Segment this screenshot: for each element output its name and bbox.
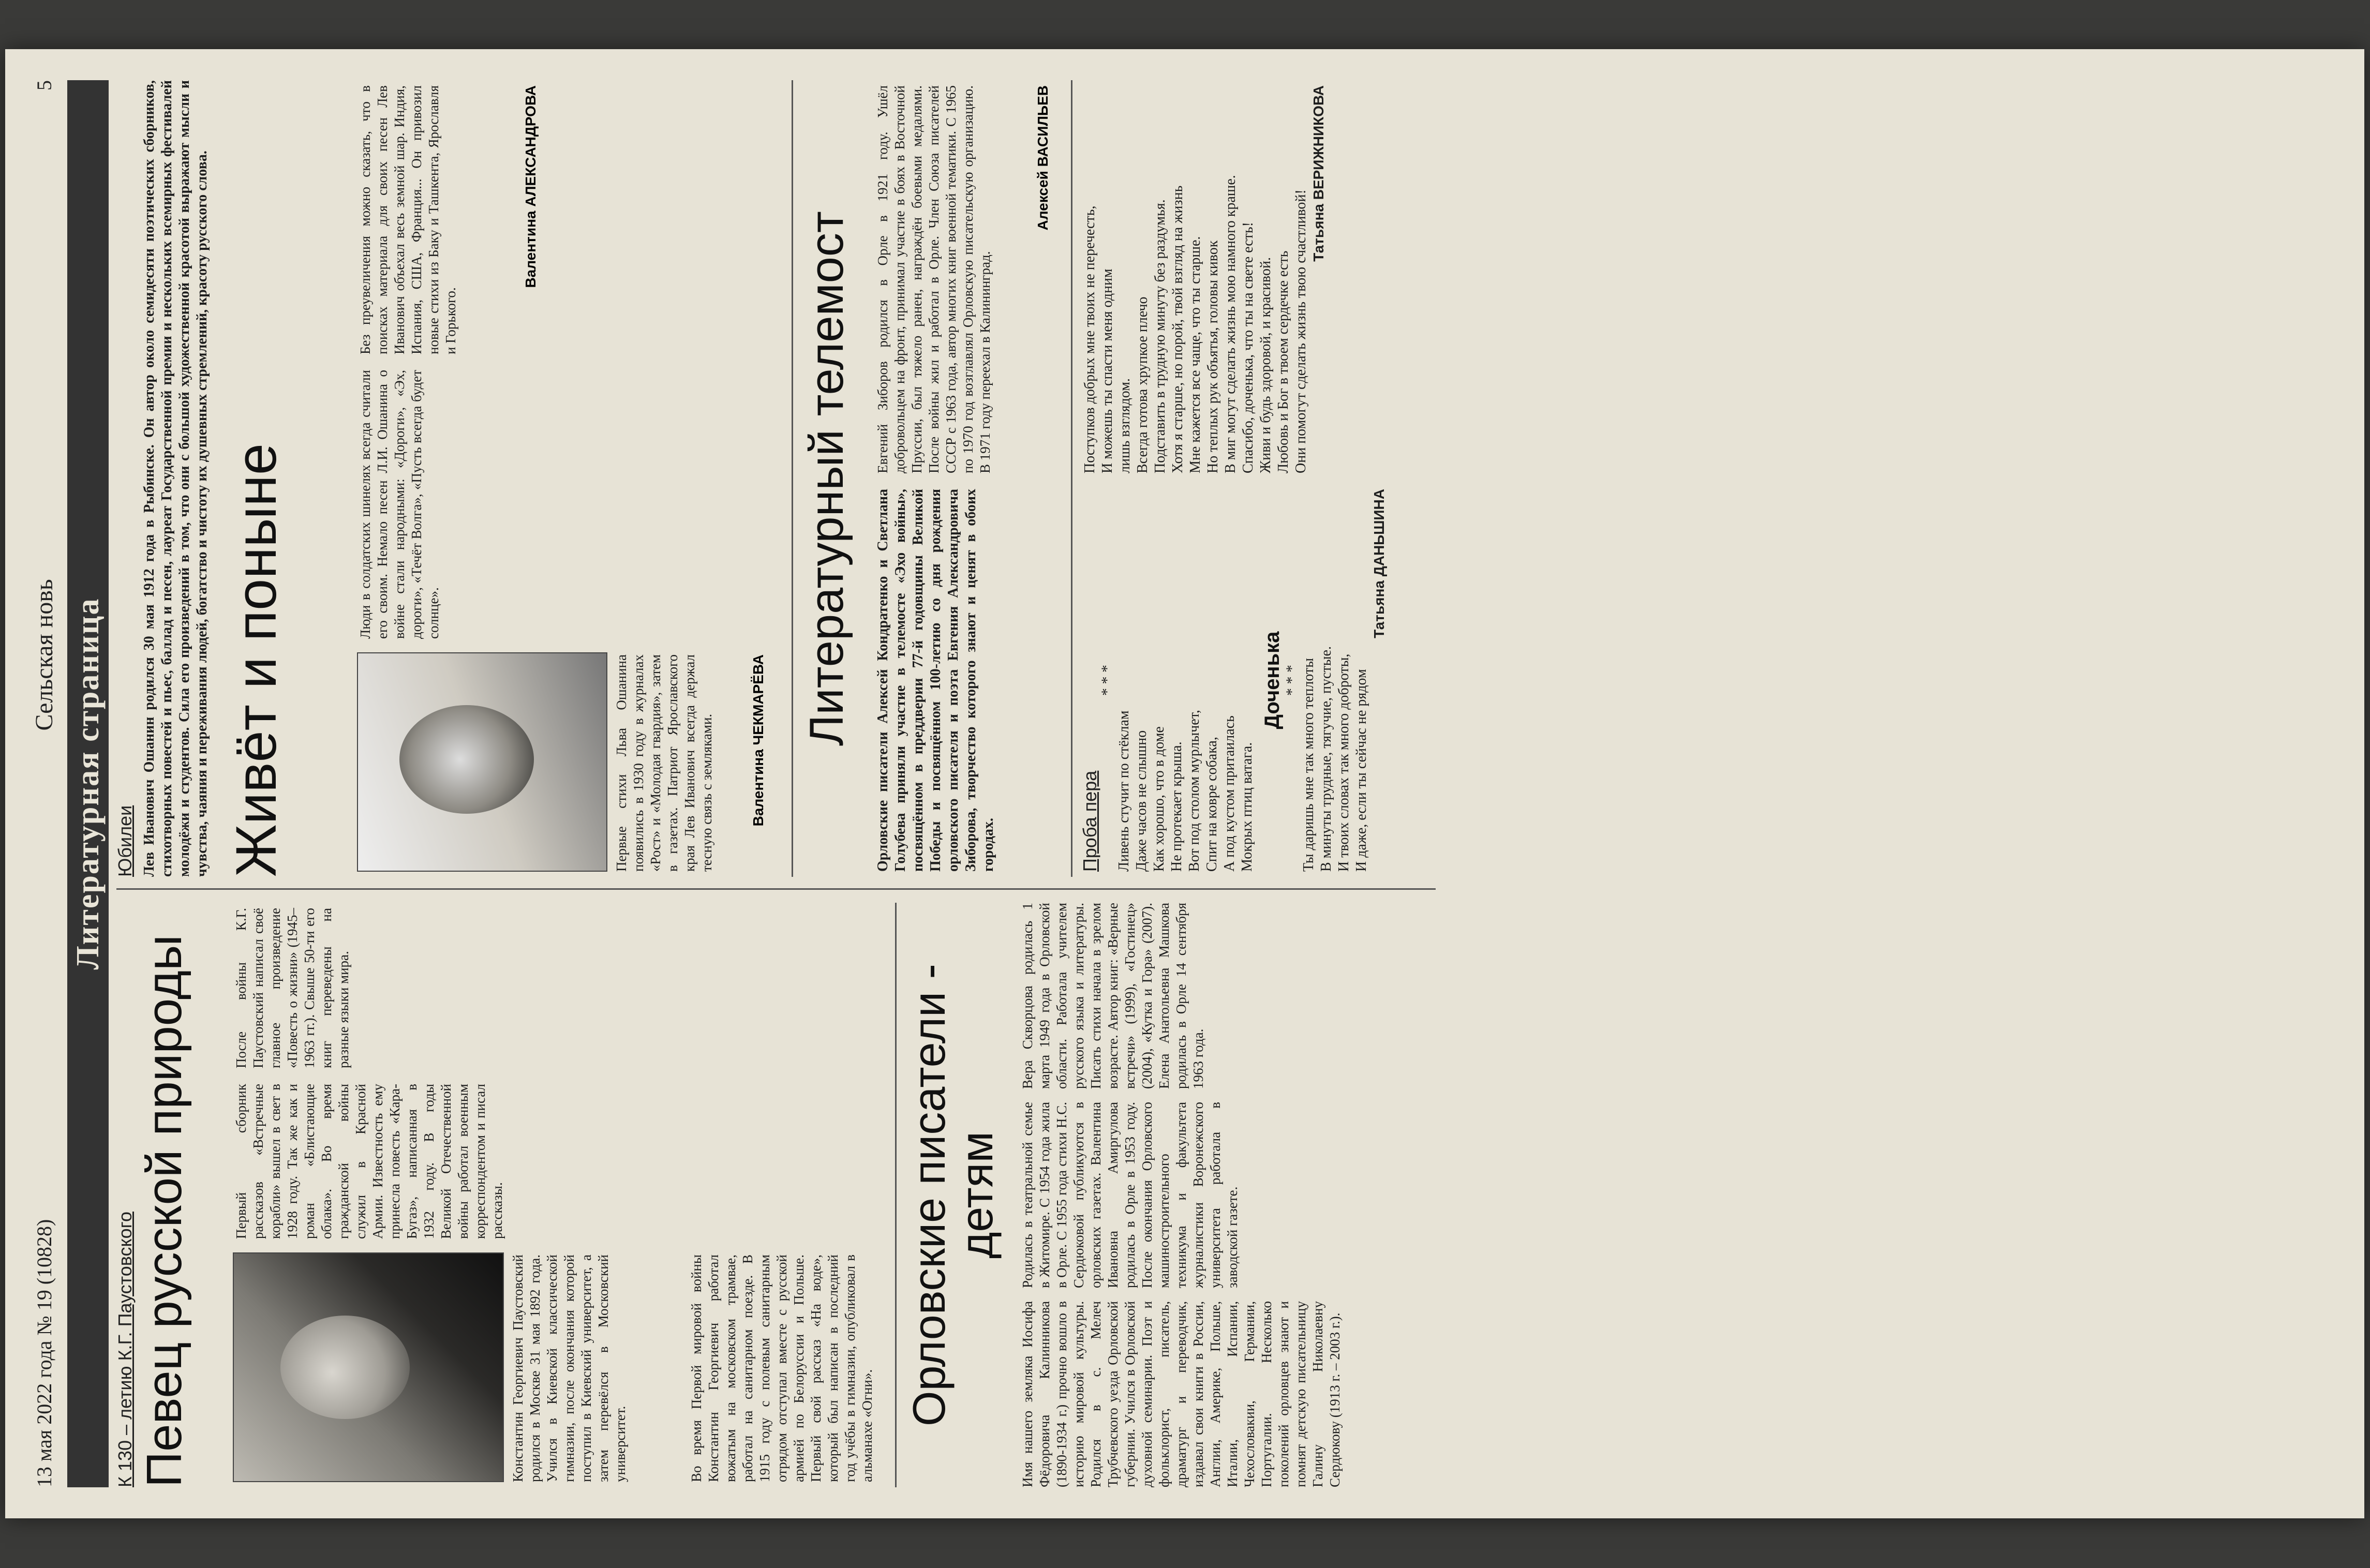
- section-banner: Литературная страница: [67, 80, 109, 1487]
- article-text: Евгений Зиборов родился в Орле в 1921 году. Ушёл добровольцем на фронт, принимал участие в боях в Восточной Пруссии, был тяжело ранен, награждён боевыми медалями. После войны жил и работал в Орле. Член Союза писателей СССР с 1963 года, автор многих книг военной тематики. С 1965 по 1970 год возглавлял Орловскую писательскую организацию. В 1971 году переехал в Калининград.: [875, 85, 993, 473]
- portrait-photo: [233, 1252, 504, 1482]
- article-paustovsky: [116, 903, 201, 1487]
- article-lead: Лев Иванович Ошанин родился 30 мая 1912 года в Рыбинске. Он автор около семидесяти поэтических сборников, стихотворных повестей и пьес, баллад и песен, лауреат Государственной премии и нескольких всемирных фестивалей молодёжи и студентов. Сила его произведений в том, что они с большой художественной красотой выражают мысли и чувства, чаяния и переживания людей, богатство и чистоту их душевных стремлений, красоту русского слова.: [141, 80, 210, 877]
- newspaper-page: [5, 49, 2364, 1518]
- article-title: Певец русской природы: [137, 934, 192, 1487]
- divider: [895, 903, 897, 1487]
- article-telemost: [802, 80, 862, 877]
- rubric-proba: Проба пера: [1079, 770, 1100, 872]
- verse-separator: * * *: [1283, 665, 1300, 696]
- article-text: Люди в солдатских шинелях всегда считали его своим. Немало песен Л.И. Ошанина о войне стали народными: «Дороги», «Эх, дороги», «Течёт Волга», «Пусть всегда будет солнце».: [357, 370, 441, 639]
- divider: [792, 80, 793, 877]
- divider: [1071, 80, 1072, 877]
- article-text: Константин Георгиевич Паустовский родился в Москве 31 мая 1892 года. Учился в Киевской классической гимназии, после окончания которой поступил в Киевский университет, а затем перевёлся в Московский университет.: [510, 1255, 628, 1482]
- poem: Ливень стучит по стёклам Даже часов не слышно Как хорошо, что в доме Не протекает крыша. Вот под столом мурлычет, Спит на ковре собака, А под кустом притаилась Мокрых птиц ватага.: [1116, 710, 1255, 872]
- page-header: [26, 80, 62, 1487]
- section-proba-pera: [1081, 489, 1388, 872]
- rubric-jubilee: Юбилеи: [114, 805, 136, 877]
- article-oshanin: [116, 80, 302, 877]
- article-orel-writers: [905, 903, 1001, 1487]
- author-signature: Алексей ВАСИЛЬЕВ: [1035, 85, 1051, 231]
- author-signature: Татьяна ДАНЬШИНА: [1371, 489, 1387, 638]
- author-signature: Татьяна ВЕРИЖНИКОВА: [1310, 85, 1326, 262]
- author-signature: Валентина ЧЕКМАРЁВА: [750, 654, 766, 827]
- page-number: 5: [32, 80, 56, 91]
- article-text: Первые стихи Льва Ошанина появились в 1930 году в журналах «Рост» и «Молодая гвардия», затем в газетах. Патриот Ярославского края Лев Иванович всегда держал тесную связь с земляками.: [614, 654, 714, 872]
- poem: Поступков добрых мне твоих не перечесть, И можешь ты спасти меня одним лишь взглядом. Всегда готова хрупкое плечо Подставить в трудную минуту без раздумья. Хотя я старше, но порой, твой взгляд на жизнь Мне кажется все чаще, что ты старше. Но теплых рук объятья, головы кивок В миг могут сделать жизнь мою намного краше. Спасибо, доченька, что ты на свете есть! Живи и будь здоровой, и красивой. Любовь и Бог в твоем сердечке есть Они помогут сделать жизнь твою счастливой! Татьяна ВЕРИЖНИКОВА: [1082, 85, 1326, 473]
- article-lead: Орловские писатели Алексей Кондратенко и Светлана Голубева приняли участие в телемосте «Эхо войны», посвящённом в преддверии 77-й годовщины Великой Победы и посвящённом 100-летию со дня рождения орловского писателя и поэта Евгения Александровича Зиборова, творчество которого знают и ценят в обоих городах.: [875, 489, 996, 872]
- newspaper-name: Сельская новь: [30, 579, 58, 731]
- author-signature: Валентина АЛЕКСАНДРОВА: [523, 85, 539, 288]
- article-title: Живёт и поныне: [225, 443, 288, 877]
- poem-title: Доченька: [1261, 631, 1284, 729]
- column-divider: [116, 888, 1436, 890]
- article-title: Литературный телемост: [800, 211, 853, 746]
- article-text: Во время Первой мировой войны Константин Георгиевич работал вожатым на московском трамвае, работал на санитарном поезде. В 1915 году с полевым санитарным отрядом отступал вместе с русской армией по Белоруссии и Польше. Первый свой рассказ «На воде», который был написан в последний год учёбы в гимназии, опубликовал в альманахе «Огни».: [689, 1255, 875, 1482]
- article-text: Без преувеличения можно сказать, что в поисках материала для своих песен Лев Иванович объехал весь земной шар. Индия, Испания, США, Франция... Он привозил новые стихи из Баку и Ташкента, Ярославля и Горького.: [357, 85, 458, 354]
- poem: Ты даришь мне так много теплоты В минуты трудные, тягучие, пустые. И твоих словах так много доброты, И даже, если ты сейчас не рядом: [1301, 646, 1369, 872]
- article-title: Орловские писатели - детям: [903, 964, 1003, 1426]
- rubric-anniversary: К 130 – летию К.Г. Паустовского: [114, 1211, 136, 1487]
- article-text: Родилась в театральной семье в Житомире. С 1954 года жила в Орле. С 1955 года стихи Н.С. Сердюковой публикуются в орловских газетах. Валентина Ивановна Амиргулова родилась в Орле в 1953 году. После окончания Орловского машиностроительного техникума и факультета журналистики Воронежского университета работала в заводской газете.: [1020, 1102, 1240, 1288]
- article-text: Имя нашего земляка Иосифа Фёдоровича Калинникова (1890-1934 г.) прочно вошло в историю мировой культуры. Родился в с. Мелеч Трубчевского уезда Орловской губернии. Учился в Орловской духовной семинарии. Поэт и фольклорист, писатель, драматург и переводчик, издавал свои книги в России, Англии, Америке, Польше, Италии, Испании, Чехословакии, Германии, Португалии. Несколько поколений орловцев знают и помнят детскую писательницу Галину Николаевну Сердюкову (1913 г. – 2003 г.).: [1020, 1301, 1343, 1487]
- issue-date: 13 мая 2022 года № 19 (10828): [32, 1219, 56, 1487]
- article-text: Первый сборник рассказов «Встречные корабли» вышел в свет в 1928 году. Так же как и роман «Блистающие облака». Во время гражданской войны служил в Красной Армии. Известность ему принесла повесть «Кара-Бугаз», написанная в 1932 году. В годы Великой Отечественной войны работал военным корреспондентом и писал рассказы.: [233, 1084, 505, 1239]
- verse-separator: * * *: [1098, 665, 1115, 696]
- article-text: После войны К.Г. Паустовский написал своё главное произведение «Повесть о жизни» (1945–1963 гг.). Свыше 50-ти его книг переведены на разные языки мира.: [233, 908, 351, 1068]
- article-text: Вера Скворцова родилась 1 марта 1949 года в Орловской области. Работала учителем русского языка и литературы. Писать стихи начала в зрелом возрасте. Автор книг: «Верные встречи» (1999), «Гостинец» (2004), «Кутка и Гора» (2007). Елена Анатольевна Машкова родилась в Орле 14 сентября 1963 года.: [1020, 903, 1206, 1089]
- portrait-photo: [357, 652, 607, 872]
